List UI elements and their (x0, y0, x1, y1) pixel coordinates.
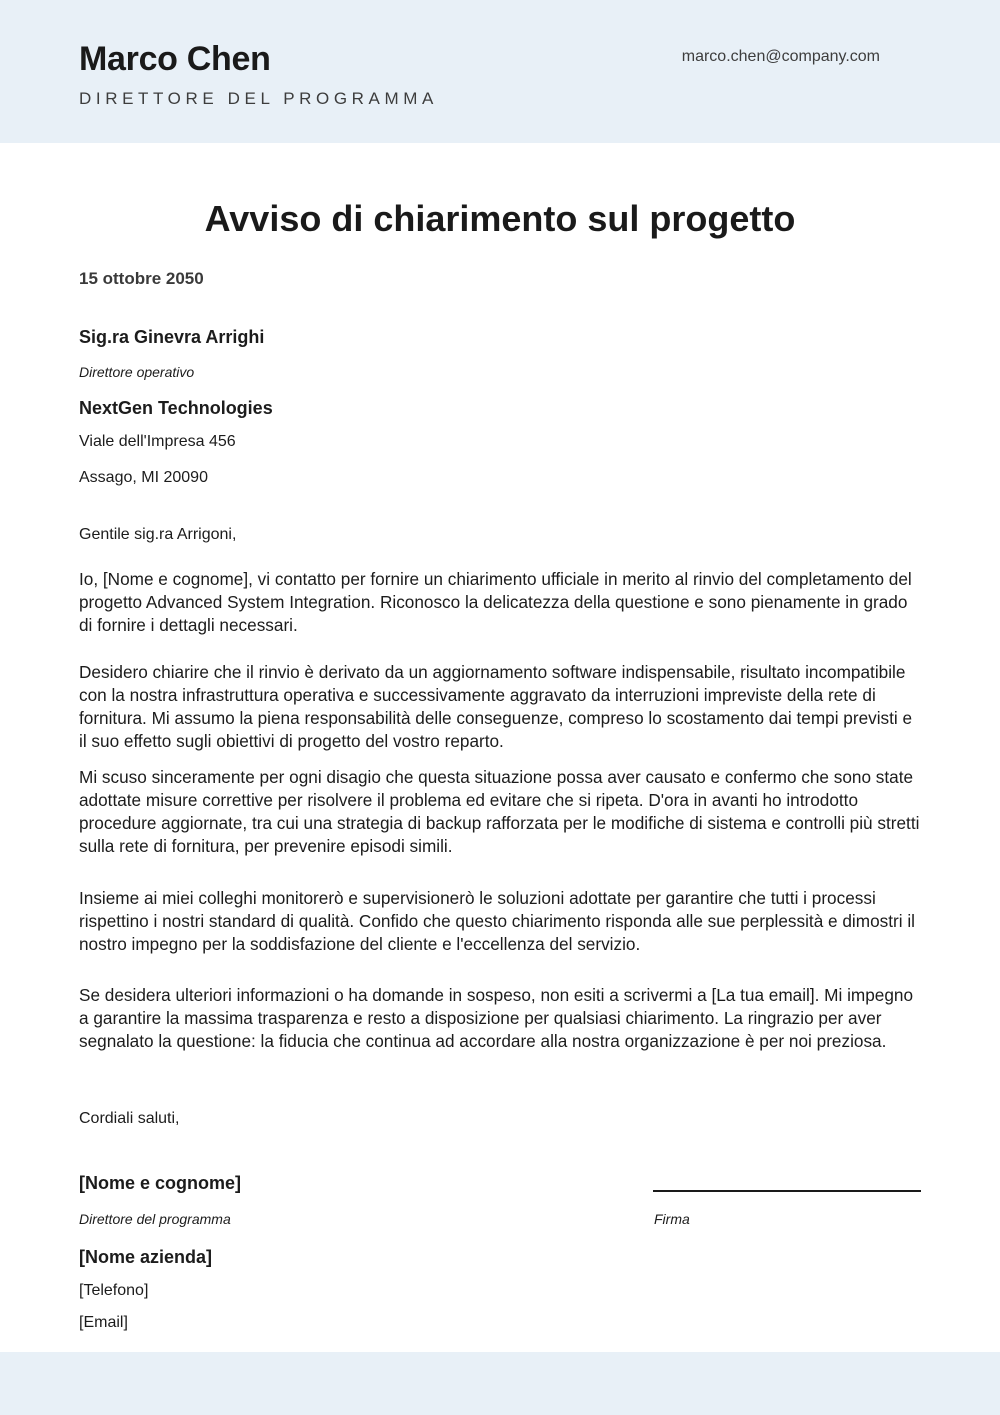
body-paragraph-2: Desidero chiarire che il rinvio è derivato da un aggiornamento software indispensabile, risultato incompatibile con la nostra infrastruttura operativa e successivamente aggravato da interruzioni impreviste della rete di fornitura. Mi assumo la piena responsabilità delle conseguenze, compreso lo scostamento dai tempi previsti e il suo effetto sugli obiettivi di progetto del vostro reparto. (79, 662, 913, 751)
signature-line (653, 1190, 921, 1192)
sender-title: DIRETTORE DEL PROGRAMMA (79, 89, 438, 108)
recipient-company: NextGen Technologies (79, 398, 273, 418)
recipient-name: Sig.ra Ginevra Arrighi (79, 327, 265, 347)
body-paragraph-1: Io, [Nome e cognome], vi contatto per fornire un chiarimento ufficiale in merito al rinvio del completamento del progetto Advanced System Integration. Riconosco la delicatezza della questione e sono pienamente in grado di fornire i dettagli necessari. (79, 569, 912, 635)
signer-phone: [Telefono] (79, 1282, 149, 1299)
sender-email: marco.chen@company.com (681, 48, 880, 65)
recipient-address-line1: Viale dell'Impresa 456 (79, 433, 236, 450)
letter-date: 15 ottobre 2050 (79, 269, 204, 288)
signer-company: [Nome azienda] (79, 1247, 213, 1267)
closing: Cordiali saluti, (79, 1110, 180, 1127)
greeting: Gentile sig.ra Arrigoni, (79, 526, 237, 543)
sender-name: Marco Chen (79, 40, 271, 78)
body-paragraph-4: Insieme ai miei colleghi monitorerò e supervisionerò le soluzioni adottate per garantire che tutti i processi rispettino i nostri standard di qualità. Confido che questo chiarimento risponda alle sue perplessità e dimostri il nostro impegno per la soddisfazione del cliente e l'eccellenza del servizio. (79, 888, 915, 954)
document-title: Avviso di chiarimento sul progetto (204, 198, 796, 239)
signer-email: [Email] (79, 1314, 128, 1331)
recipient-role: Direttore operativo (79, 364, 195, 380)
recipient-address-line2: Assago, MI 20090 (79, 469, 208, 486)
signer-role: Direttore del programma (79, 1211, 231, 1227)
signer-name: [Nome e cognome] (79, 1173, 242, 1193)
body-paragraph-5: Se desidera ulteriori informazioni o ha domande in sospeso, non esiti a scrivermi a [La tua email]. Mi impegno a garantire la massima trasparenza e resto a disposizione per qualsiasi chiarimento. La ringrazio per aver segnalato la questione: la fiducia che continua ad accordare alla nostra organizzazione è per noi preziosa. (79, 985, 914, 1051)
body-paragraph-3: Mi scuso sinceramente per ogni disagio che questa situazione possa aver causato e confermo che sono state adottate misure correttive per risolvere il problema ed evitare che si ripeta. D'ora in avanti ho introdotto procedure aggiornate, tra cui una strategia di backup rafforzata per le modifiche di sistema e controlli più stretti sulla rete di fornitura, per prevenire episodi simili. (79, 767, 920, 856)
footer-band (0, 1352, 1000, 1415)
signature-label: Firma (654, 1211, 690, 1227)
